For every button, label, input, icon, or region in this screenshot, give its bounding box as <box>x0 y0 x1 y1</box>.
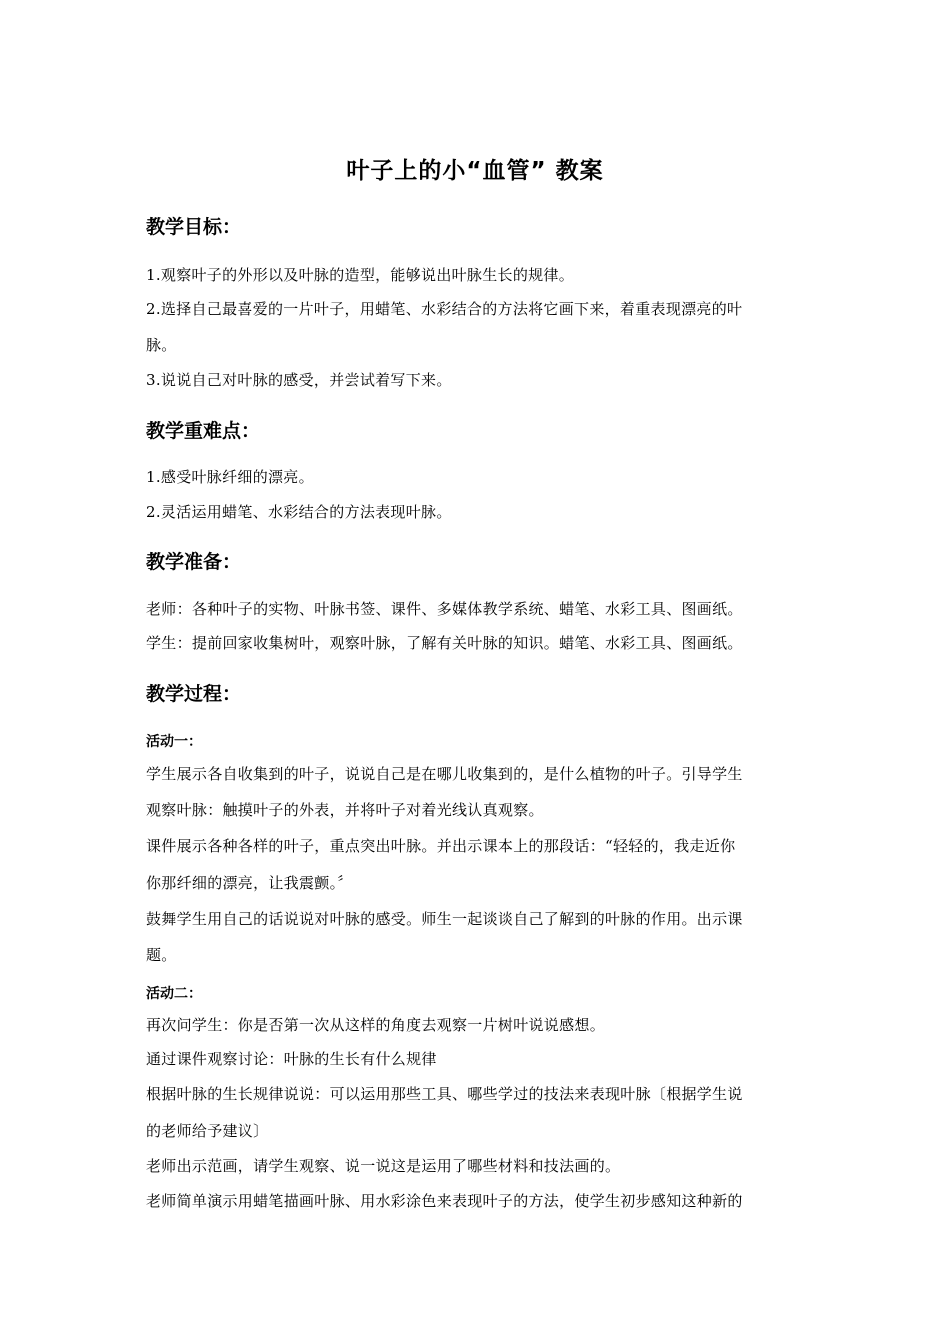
activity1-line: 你那纤细的漂亮，让我震颤。〞 <box>146 874 353 892</box>
activity2-heading: 活动二： <box>146 986 202 1002</box>
process-heading: 教学过程： <box>146 683 242 705</box>
activity2-line: 根据叶脉的生长规律说说：可以运用那些工具、哪些学过的技法来表现叶脉〔根据学生说 <box>146 1085 743 1103</box>
goals-item: 脉。 <box>146 336 177 354</box>
activity1-line: 观察叶脉：触摸叶子的外表，并将叶子对着光线认真观察。 <box>146 801 544 819</box>
activity2-line: 老师简单演示用蜡笔描画叶脉、用水彩涂色来表现叶子的方法，使学生初步感知这种新的 <box>146 1192 743 1210</box>
goals-heading: 教学目标： <box>146 216 242 238</box>
key-points-item: 2.灵活运用蜡笔、水彩结合的方法表现叶脉。 <box>146 503 452 521</box>
goals-item: 2.选择自己最喜爱的一片叶子，用蜡笔、水彩结合的方法将它画下来，着重表现漂亮的叶 <box>146 300 743 318</box>
activity1-line: 鼓舞学生用自己的话说说对叶脉的感受。师生一起谈谈自己了解到的叶脉的作用。出示课 <box>146 910 743 928</box>
key-points-heading: 教学重难点： <box>146 420 261 442</box>
activity2-line: 的老师给予建议〕 <box>146 1122 269 1140</box>
activity1-heading: 活动一： <box>146 734 202 750</box>
key-points-item: 1.感受叶脉纤细的漂亮。 <box>146 468 314 486</box>
activity2-line: 老师出示范画，请学生观察、说一说这是运用了哪些材料和技法画的。 <box>146 1157 621 1175</box>
preparation-heading: 教学准备： <box>146 551 242 573</box>
preparation-item: 老师：各种叶子的实物、叶脉书签、课件、多媒体教学系统、蜡笔、水彩工具、图画纸。 <box>146 600 743 618</box>
activity2-line: 通过课件观察讨论：叶脉的生长有什么规律 <box>146 1050 437 1068</box>
activity1-line: 题。 <box>146 946 177 964</box>
activity1-line: 学生展示各自收集到的叶子，说说自己是在哪儿收集到的，是什么植物的叶子。引导学生 <box>146 765 743 783</box>
preparation-item: 学生：提前回家收集树叶，观察叶脉，了解有关叶脉的知识。蜡笔、水彩工具、图画纸。 <box>146 634 743 652</box>
goals-item: 3.说说自己对叶脉的感受，并尝试着写下来。 <box>146 371 452 389</box>
activity1-line: 课件展示各种各样的叶子，重点突出叶脉。并出示课本上的那段话：“轻轻的，我走近你 <box>146 837 736 855</box>
activity2-line: 再次问学生：你是否第一次从这样的角度去观察一片树叶说说感想。 <box>146 1016 606 1034</box>
goals-item: 1.观察叶子的外形以及叶脉的造型，能够说出叶脉生长的规律。 <box>146 266 575 284</box>
document-title: 叶子上的小“血管” 教案 <box>346 158 604 184</box>
